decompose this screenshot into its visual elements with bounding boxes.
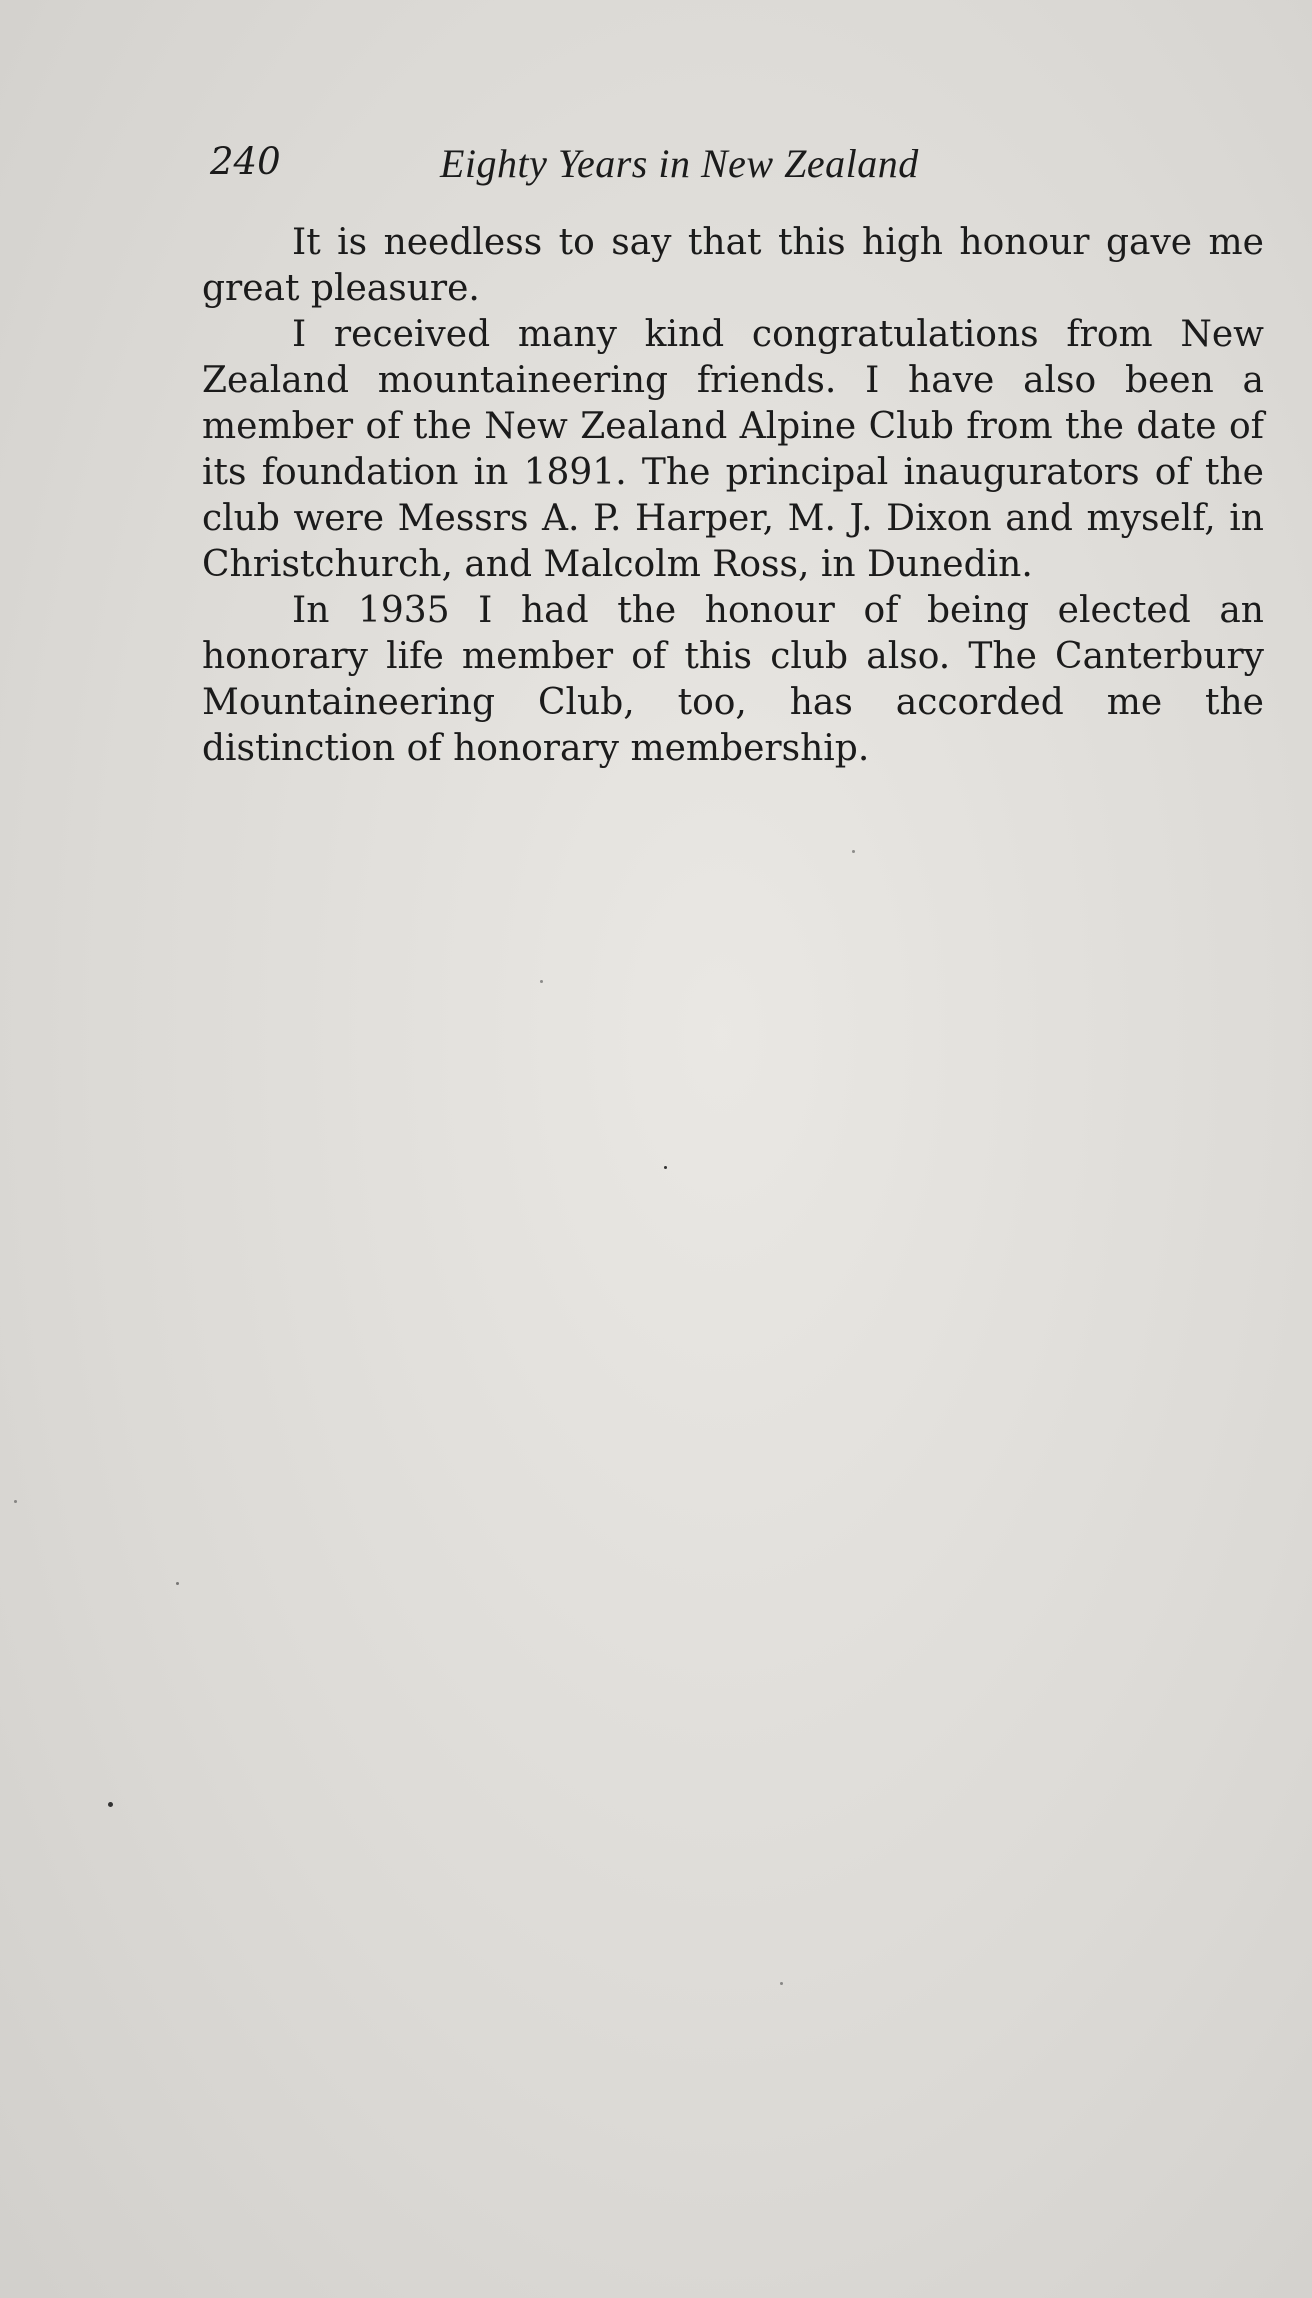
body-text	[202, 220, 1264, 772]
paper-speck	[108, 1802, 113, 1807]
paper-speck	[664, 1166, 667, 1169]
paragraph: It is needless to say that this high honour gave me great pleasure.	[202, 222, 1264, 309]
page-number: 240	[210, 140, 281, 183]
paper-speck	[540, 980, 543, 983]
paper-speck	[14, 1500, 17, 1503]
paper-speck	[176, 1582, 179, 1585]
paragraph: In 1935 I had the honour of being elected an honorary life member of this club also. The Canterbury Mountaineering Club, too, has accorded me the distinction of honorary membership.	[202, 590, 1264, 769]
paper-speck	[852, 850, 855, 853]
page-header	[210, 140, 1040, 190]
paper-speck	[780, 1982, 783, 1985]
paragraph: I received many kind congratulations from New Zealand mountaineering friends. I have also been a member of the New Zealand Alpine Club from the date of its foundation in 1891. The principal inaugurators of the club were Messrs A. P. Harper, M. J. Dixon and myself, in Christchurch, and Malcolm Ross, in Dunedin.	[202, 314, 1264, 585]
running-title: Eighty Years in New Zealand	[440, 141, 919, 186]
